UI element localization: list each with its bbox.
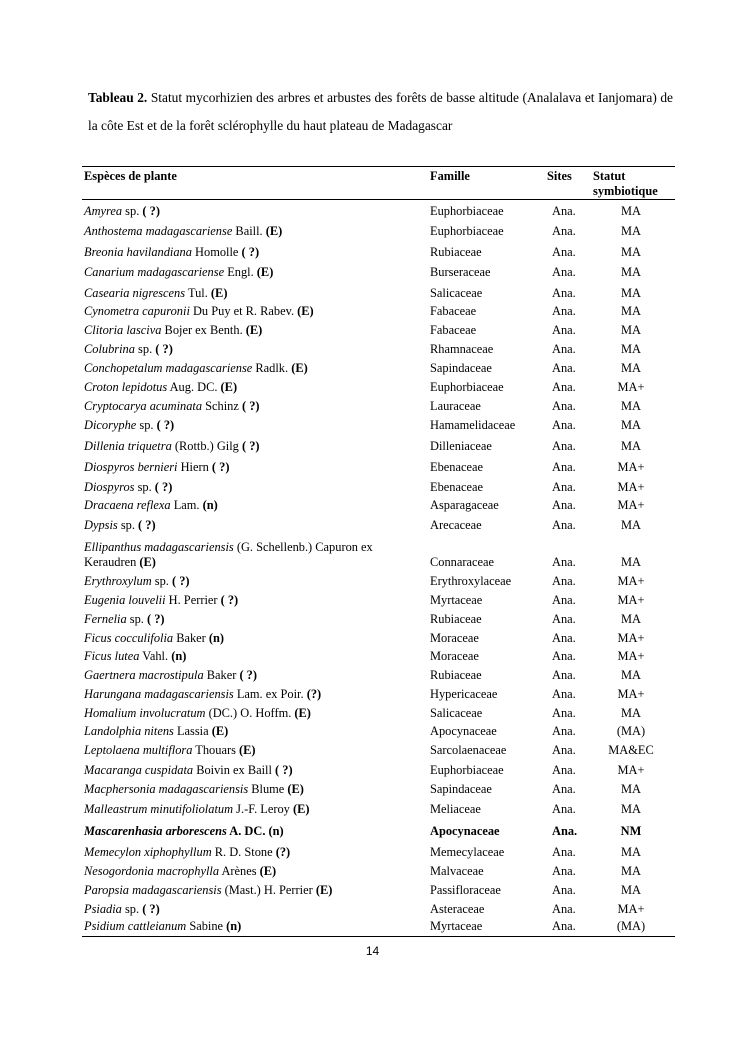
site-cell: Ana.	[552, 902, 576, 916]
species-cell: Macaranga cuspidata Boivin ex Baill ( ?)	[84, 763, 293, 777]
status-cell: MA	[621, 864, 641, 878]
status-cell: MA+	[617, 480, 645, 494]
header-bottom-rule	[82, 199, 675, 200]
family-cell: Rubiaceae	[430, 612, 482, 626]
species-cell: Dracaena reflexa Lam. (n)	[84, 498, 218, 512]
status-cell: MA	[621, 204, 641, 218]
family-cell: Apocynaceae	[430, 724, 497, 738]
table-top-rule	[82, 166, 675, 167]
status-cell: MA+	[617, 380, 645, 394]
site-cell: Ana.	[552, 498, 576, 512]
species-cell: Erythroxylum sp. ( ?)	[84, 574, 190, 588]
species-cell: Breonia havilandiana Homolle ( ?)	[84, 245, 260, 259]
species-cell: Nesogordonia macrophylla Arènes (E)	[84, 864, 277, 878]
family-cell: Sapindaceae	[430, 361, 492, 375]
status-cell: NM	[620, 824, 642, 838]
family-cell: Sarcolaenaceae	[430, 743, 507, 757]
family-cell: Fabaceae	[430, 304, 477, 318]
site-cell: Ana.	[552, 687, 576, 701]
family-cell: Meliaceae	[430, 802, 481, 816]
family-cell: Salicaceae	[430, 286, 483, 300]
status-cell: (MA)	[616, 919, 646, 933]
family-cell: Ebenaceae	[430, 460, 483, 474]
caption-text: Statut mycorhizien des arbres et arbustes des forêts de basse altitude (Analalava et Ianjomara) de la côte Est et de la forêt sclérophylle du haut plateau de Madagascar	[88, 90, 673, 133]
species-cell: Paropsia madagascariensis (Mast.) H. Perrier (E)	[84, 883, 333, 897]
species-cell: Dicoryphe sp. ( ?)	[84, 418, 175, 432]
status-cell: MA	[621, 361, 641, 375]
site-cell: Ana.	[552, 802, 576, 816]
family-cell: Malvaceae	[430, 864, 484, 878]
status-cell: MA	[621, 845, 641, 859]
status-cell: MA	[621, 883, 641, 897]
site-cell: Ana.	[552, 518, 576, 532]
page-number: 14	[365, 944, 380, 958]
header-sites: Sites	[547, 169, 572, 183]
family-cell: Euphorbiaceae	[430, 224, 504, 238]
family-cell: Passifloraceae	[430, 883, 501, 897]
site-cell: Ana.	[552, 399, 576, 413]
status-cell: MA&EC	[608, 743, 654, 757]
header-family: Famille	[430, 169, 470, 183]
family-cell: Rubiaceae	[430, 245, 482, 259]
species-cell: Leptolaena multiflora Thouars (E)	[84, 743, 256, 757]
family-cell: Connaraceae	[430, 555, 494, 569]
site-cell: Ana.	[552, 919, 576, 933]
site-cell: Ana.	[552, 286, 576, 300]
species-cell: Malleastrum minutifoliolatum J.-F. Leroy (E)	[84, 802, 310, 816]
species-cell: Eugenia louvelii H. Perrier ( ?)	[84, 593, 239, 607]
family-cell: Euphorbiaceae	[430, 204, 504, 218]
family-cell: Hamamelidaceae	[430, 418, 516, 432]
status-cell: MA	[621, 265, 641, 279]
species-cell: Memecylon xiphophyllum R. D. Stone (?)	[84, 845, 291, 859]
family-cell: Memecylaceae	[430, 845, 505, 859]
species-cell: Anthostema madagascariense Baill. (E)	[84, 224, 283, 238]
status-cell: MA	[621, 706, 641, 720]
species-cell: Croton lepidotus Aug. DC. (E)	[84, 380, 238, 394]
species-cell: Cynometra capuronii Du Puy et R. Rabev. (E)	[84, 304, 314, 318]
family-cell: Myrtaceae	[430, 919, 483, 933]
site-cell: Ana.	[552, 418, 576, 432]
status-cell: MA+	[617, 902, 645, 916]
species-cell: Fernelia sp. ( ?)	[84, 612, 165, 626]
family-cell: Moraceae	[430, 649, 479, 663]
status-cell: MA	[621, 323, 641, 337]
site-cell: Ana.	[552, 706, 576, 720]
status-cell: MA	[621, 555, 641, 569]
status-cell: MA	[621, 518, 641, 532]
site-cell: Ana.	[552, 668, 576, 682]
site-cell: Ana.	[552, 883, 576, 897]
site-cell: Ana.	[552, 480, 576, 494]
family-cell: Euphorbiaceae	[430, 763, 504, 777]
status-cell: MA+	[617, 593, 645, 607]
header-status: Statut symbiotique	[593, 169, 658, 198]
site-cell: Ana.	[552, 649, 576, 663]
status-cell: MA	[621, 399, 641, 413]
site-cell: Ana.	[552, 304, 576, 318]
species-cell: Amyrea sp. ( ?)	[84, 204, 160, 218]
status-cell: MA+	[617, 687, 645, 701]
site-cell: Ana.	[552, 845, 576, 859]
status-cell: MA	[621, 286, 641, 300]
species-cell: Mascarenhasia arborescens A. DC. (n)	[84, 824, 284, 838]
species-cell: Canarium madagascariense Engl. (E)	[84, 265, 274, 279]
table-bottom-rule	[82, 936, 675, 937]
family-cell: Arecaceae	[430, 518, 482, 532]
status-cell: MA+	[617, 460, 645, 474]
family-cell: Lauraceae	[430, 399, 481, 413]
family-cell: Asparagaceae	[430, 498, 499, 512]
family-cell: Ebenaceae	[430, 480, 483, 494]
family-cell: Hypericaceae	[430, 687, 498, 701]
species-cell: Diospyros sp. ( ?)	[84, 480, 173, 494]
site-cell: Ana.	[552, 460, 576, 474]
family-cell: Erythroxylaceae	[430, 574, 512, 588]
family-cell: Asteraceae	[430, 902, 485, 916]
family-cell: Fabaceae	[430, 323, 477, 337]
family-cell: Rubiaceae	[430, 668, 482, 682]
status-cell: MA+	[617, 498, 645, 512]
family-cell: Dilleniaceae	[430, 439, 492, 453]
site-cell: Ana.	[552, 224, 576, 238]
site-cell: Ana.	[552, 342, 576, 356]
status-cell: MA	[621, 612, 641, 626]
site-cell: Ana.	[552, 612, 576, 626]
site-cell: Ana.	[552, 782, 576, 796]
status-cell: MA	[621, 802, 641, 816]
species-cell: Harungana madagascariensis Lam. ex Poir. (?)	[84, 687, 322, 701]
species-cell: Ellipanthus madagascariensis (G. Schellenb.) Capuron ex Keraudren (E)	[84, 540, 373, 569]
site-cell: Ana.	[552, 323, 576, 337]
species-cell: Dypsis sp. ( ?)	[84, 518, 156, 532]
caption-label: Tableau 2.	[88, 90, 148, 105]
status-cell: (MA)	[616, 724, 646, 738]
family-cell: Salicaceae	[430, 706, 483, 720]
site-cell: Ana.	[552, 361, 576, 375]
family-cell: Myrtaceae	[430, 593, 483, 607]
status-cell: MA+	[617, 574, 645, 588]
site-cell: Ana.	[552, 743, 576, 757]
species-cell: Homalium involucratum (DC.) O. Hoffm. (E)	[84, 706, 311, 720]
site-cell: Ana.	[552, 864, 576, 878]
species-cell: Landolphia nitens Lassia (E)	[84, 724, 229, 738]
table-caption	[88, 84, 673, 140]
species-cell: Cryptocarya acuminata Schinz ( ?)	[84, 399, 260, 413]
species-cell: Diospyros bernieri Hiern ( ?)	[84, 460, 230, 474]
species-cell: Clitoria lasciva Bojer ex Benth. (E)	[84, 323, 263, 337]
site-cell: Ana.	[552, 763, 576, 777]
header-species: Espèces de plante	[84, 169, 177, 183]
status-cell: MA	[621, 668, 641, 682]
species-cell: Ficus lutea Vahl. (n)	[84, 649, 187, 663]
status-cell: MA	[621, 342, 641, 356]
status-cell: MA	[621, 224, 641, 238]
species-cell: Gaertnera macrostipula Baker ( ?)	[84, 668, 257, 682]
status-cell: MA	[621, 782, 641, 796]
species-cell: Casearia nigrescens Tul. (E)	[84, 286, 228, 300]
family-cell: Rhamnaceae	[430, 342, 494, 356]
site-cell: Ana.	[552, 265, 576, 279]
status-cell: MA+	[617, 631, 645, 645]
site-cell: Ana.	[552, 555, 576, 569]
species-cell: Psiadia sp. ( ?)	[84, 902, 160, 916]
site-cell: Ana.	[552, 380, 576, 394]
site-cell: Ana.	[552, 574, 576, 588]
status-cell: MA	[621, 245, 641, 259]
status-cell: MA	[621, 439, 641, 453]
site-cell: Ana.	[552, 439, 576, 453]
family-cell: Sapindaceae	[430, 782, 492, 796]
family-cell: Euphorbiaceae	[430, 380, 504, 394]
site-cell: Ana.	[552, 724, 576, 738]
family-cell: Burseraceae	[430, 265, 491, 279]
species-cell: Dillenia triquetra (Rottb.) Gilg ( ?)	[84, 439, 260, 453]
species-cell: Ficus cocculifolia Baker (n)	[84, 631, 225, 645]
family-cell: Moraceae	[430, 631, 479, 645]
status-cell: MA+	[617, 649, 645, 663]
species-cell: Macphersonia madagascariensis Blume (E)	[84, 782, 304, 796]
status-cell: MA	[621, 304, 641, 318]
site-cell: Ana.	[552, 593, 576, 607]
site-cell: Ana.	[552, 631, 576, 645]
family-cell: Apocynaceae	[430, 824, 500, 838]
status-cell: MA+	[617, 763, 645, 777]
species-cell: Colubrina sp. ( ?)	[84, 342, 173, 356]
species-cell: Conchopetalum madagascariense Radlk. (E)	[84, 361, 308, 375]
site-cell: Ana.	[552, 245, 576, 259]
status-cell: MA	[621, 418, 641, 432]
species-cell: Psidium cattleianum Sabine (n)	[84, 919, 242, 933]
site-cell: Ana.	[552, 824, 578, 838]
site-cell: Ana.	[552, 204, 576, 218]
